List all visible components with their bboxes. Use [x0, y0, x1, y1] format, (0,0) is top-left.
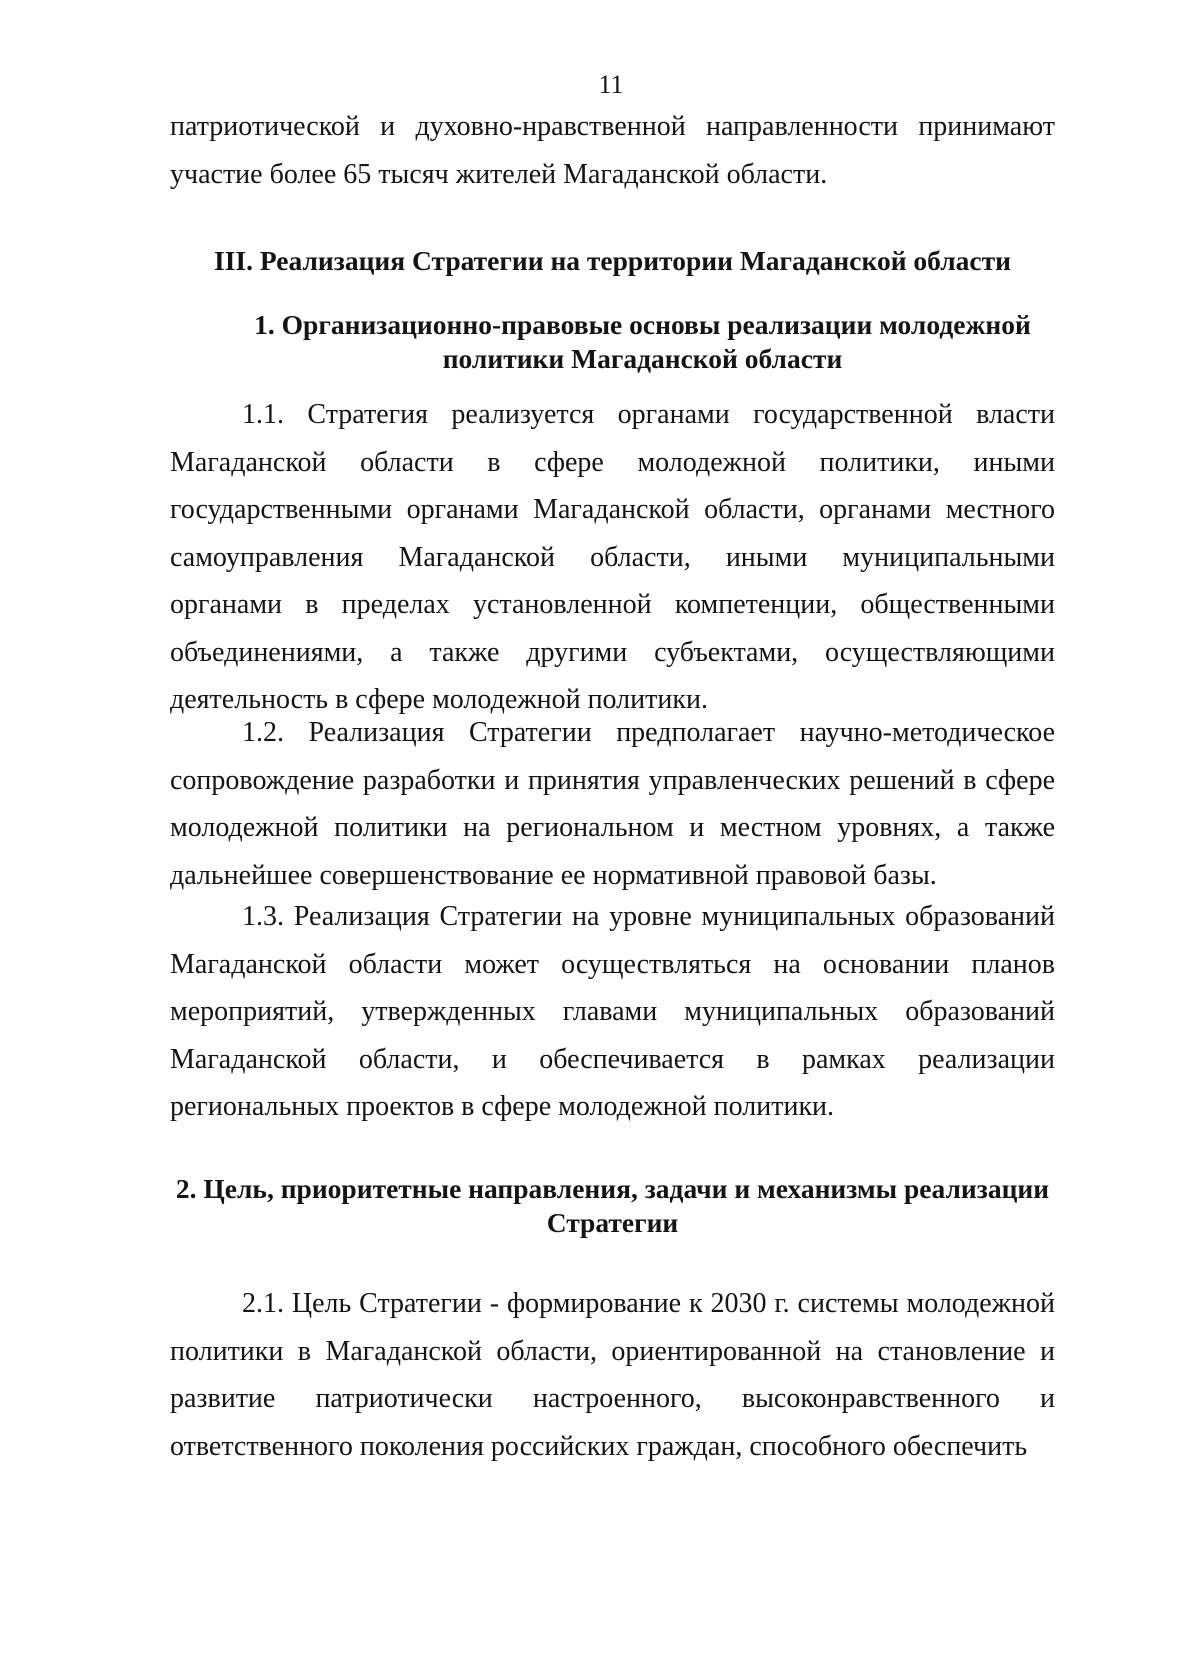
section-3-heading: III. Реализация Стратегии на территории Магаданской области: [214, 245, 1011, 276]
subsection-1-heading-line2: политики Магаданской области: [442, 343, 843, 374]
paragraph-1-1: 1.1. Стратегия реализуется органами государственной власти Магаданской области в сфере молодежной политики, иными государственными органами Магаданской области, органами местного самоуправления Магаданской области, иными муниципальными органами в пределах установленной компетенции, общественными объединениями, а также другими субъектами, осуществляющими деятельность в сфере молодежной политики.: [170, 399, 1055, 715]
paragraph-1-3-block: [170, 893, 1055, 1131]
paragraph-1-2: 1.2. Реализация Стратегии предполагает научно-методическое сопровождение разработки и принятия управленческих решений в сфере молодежной политики на региональном и местном уровнях, а также дальнейшее совершенствование ее нормативной правовой базы.: [170, 717, 1055, 891]
paragraph-1-3: 1.3. Реализация Стратегии на уровне муниципальных образований Магаданской области может осуществляться на основании планов мероприятий, утвержденных главами муниципальных образований Магаданской области, и обеспечивается в рамках реализации региональных проектов в сфере молодежной политики.: [170, 901, 1055, 1122]
subsection-2-heading: [170, 1172, 1055, 1240]
subsection-1-heading-line1: 1. Организационно-правовые основы реализации молодежной: [254, 309, 1031, 340]
subsection-2-heading-line2: Стратегии: [546, 1207, 679, 1238]
continuation-paragraph: патриотической и духовно-нравственной направленности принимают участие более 65 тысяч жителей Магаданской области.: [170, 111, 1055, 190]
paragraph-1-1-block: [170, 391, 1055, 724]
paragraph-2-1-block: [170, 1280, 1055, 1470]
subsection-2-heading-line1: 2. Цель, приоритетные направления, задачи и механизмы реализации: [175, 1173, 1050, 1204]
paragraph-1-2-block: [170, 709, 1055, 899]
page-number: 11: [598, 70, 624, 99]
continuation-paragraph-block: [170, 103, 1055, 198]
paragraph-2-1: 2.1. Цель Стратегии - формирование к 2030 г. системы молодежной политики в Магаданской области, ориентированной на становление и развитие патриотически настроенного, высоконравственного и ответственного поколения российских граждан, способного обеспечить: [170, 1288, 1055, 1462]
subsection-1-heading: [170, 308, 1055, 376]
